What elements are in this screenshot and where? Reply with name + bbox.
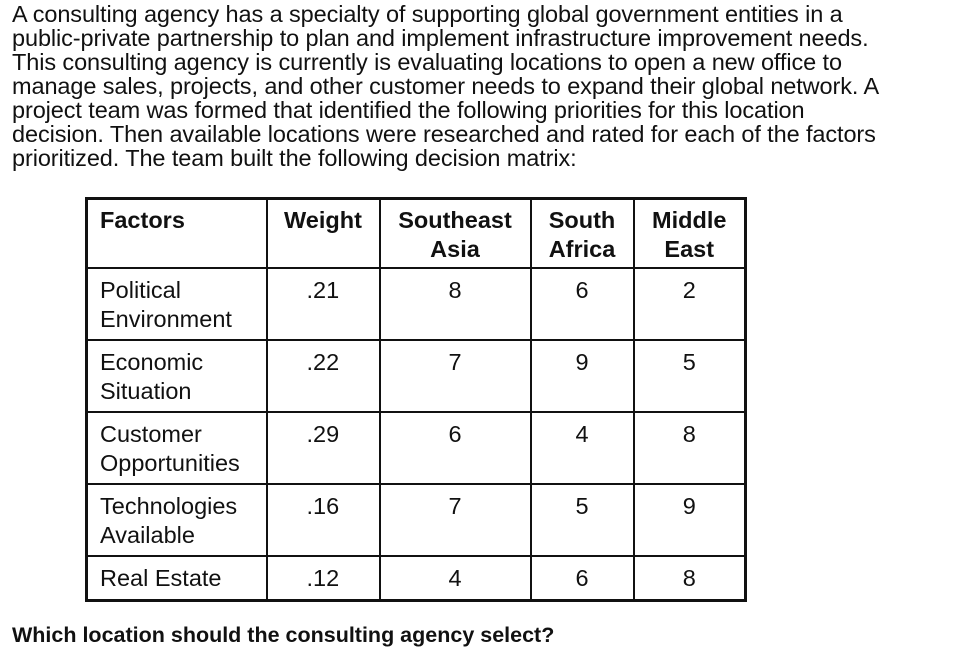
intro-line: A consulting agency has a specialty of supporting global government entities in a (12, 1, 843, 27)
score-middle-east: 2 (634, 268, 746, 340)
weight-cell: .12 (267, 556, 380, 601)
weight-cell: .22 (267, 340, 380, 412)
factor-cell (87, 556, 267, 601)
factor-cell (87, 412, 267, 484)
score-south-africa: 9 (531, 340, 634, 412)
score-south-africa: 5 (531, 484, 634, 556)
question-text: Which location should the consulting agency select? (12, 623, 555, 647)
header-line: South (548, 207, 616, 233)
score-south-africa: 6 (531, 268, 634, 340)
header-weight: Weight (267, 199, 380, 268)
score-southeast-asia: 6 (380, 412, 531, 484)
table-row (87, 268, 746, 340)
header-line: Southeast (398, 207, 512, 233)
score-middle-east: 5 (634, 340, 746, 412)
table-row (87, 412, 746, 484)
factor-line: Environment (100, 305, 232, 332)
score-middle-east: 8 (634, 556, 746, 601)
score-south-africa: 6 (531, 556, 634, 601)
factor-line: Opportunities (100, 449, 240, 476)
score-middle-east: 8 (634, 412, 746, 484)
intro-paragraph (12, 2, 974, 170)
factor-cell (87, 340, 267, 412)
weight-cell: .16 (267, 484, 380, 556)
factor-line: Technologies (100, 492, 238, 519)
header-line: Africa (548, 236, 616, 262)
intro-line: project team was formed that identified the following priorities for this location (12, 97, 805, 123)
table-row (87, 484, 746, 556)
factor-line: Available (100, 521, 195, 548)
weight-cell: .29 (267, 412, 380, 484)
header-line: Asia (430, 236, 480, 262)
header-middle-east (634, 199, 746, 268)
intro-line: public-private partnership to plan and implement infrastructure improvement needs. (12, 25, 869, 51)
score-south-africa: 4 (531, 412, 634, 484)
table-row (87, 340, 746, 412)
header-line: East (664, 236, 715, 262)
intro-line: manage sales, projects, and other customer needs to expand their global network. A (12, 73, 880, 99)
header-factors: Factors (87, 199, 267, 268)
factor-cell (87, 484, 267, 556)
table-row (87, 556, 746, 601)
factor-line: Political (100, 276, 181, 303)
intro-line: This consulting agency is currently is evaluating locations to open a new office to (12, 49, 842, 75)
matrix-header (87, 199, 746, 268)
score-southeast-asia: 8 (380, 268, 531, 340)
weight-cell: .21 (267, 268, 380, 340)
score-southeast-asia: 7 (380, 484, 531, 556)
intro-line: prioritized. The team built the following decision matrix: (12, 145, 577, 171)
factor-line: Real Estate (100, 564, 222, 591)
factor-line: Economic (100, 348, 204, 375)
matrix-body (87, 268, 746, 601)
score-southeast-asia: 4 (380, 556, 531, 601)
header-south-africa (531, 199, 634, 268)
header-line: Middle (652, 207, 727, 233)
header-row (87, 199, 746, 268)
score-southeast-asia: 7 (380, 340, 531, 412)
factor-line: Customer (100, 420, 202, 447)
score-middle-east: 9 (634, 484, 746, 556)
intro-line: decision. Then available locations were researched and rated for each of the factors (12, 121, 876, 147)
factor-cell (87, 268, 267, 340)
decision-matrix (85, 197, 747, 602)
factor-line: Situation (100, 377, 192, 404)
header-southeast-asia (380, 199, 531, 268)
